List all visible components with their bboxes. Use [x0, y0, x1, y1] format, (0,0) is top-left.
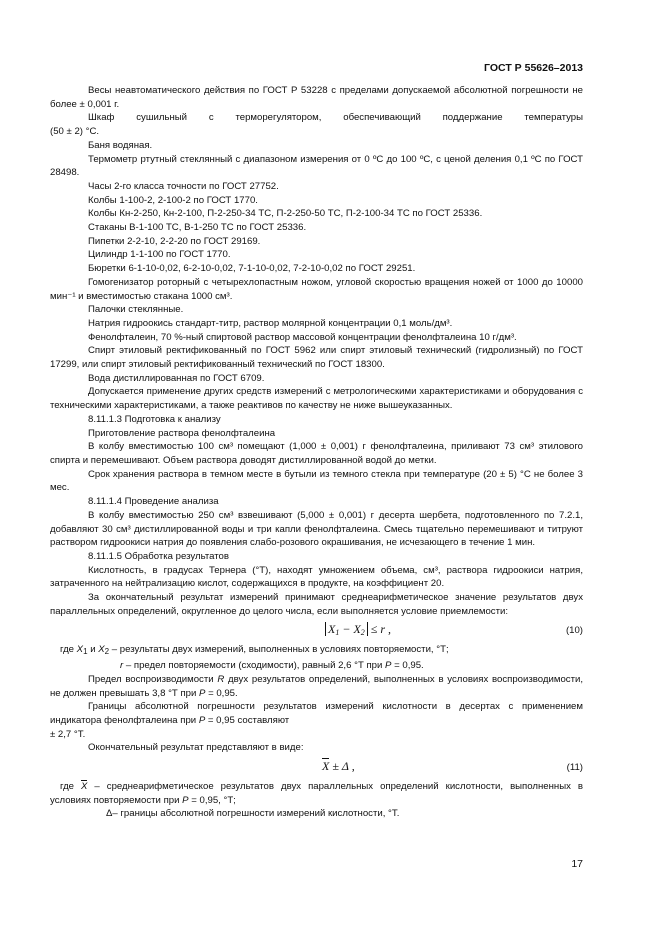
paragraph-reproducibility: Предел воспроизводимости R двух результатов определений, выполненных в условиях воспроизводимости, не должен превышать 3,8 °Т при P = 0,95. [50, 673, 583, 699]
paragraph: Бюретки 6-1-10-0,02, 6-2-10-0,02, 7-1-10-0,02, 7-2-10-0,02 по ГОСТ 29251. [88, 263, 416, 275]
paragraph: Колбы 1-100-2, 2-100-2 по ГОСТ 1770. [88, 194, 258, 206]
formula-11 [50, 759, 583, 777]
paragraph: Спирт этиловый ректификованный по ГОСТ 5962 или спирт этиловый технический (гидролизный) по ГОСТ 17299, или спирт этиловый ректификованный технический по ГОСТ 18300. [50, 345, 583, 371]
document-body [50, 84, 583, 821]
where-x1-x2: где $X_1$ и $X_2$ – результаты двух измерений, выполненных в условиях повторяемости, °Т; [60, 644, 449, 657]
formula-11-number: (11) [566, 762, 583, 774]
paragraph: Кислотность, в градусах Тернера (°Т), находят умножением объема, см³, раствора гидроокиси натрия, затраченного на нейтрализацию кислот, содержащихся в продукте, на коэффициент 20. [50, 564, 583, 590]
formula-10-expression: $X_1 - X_2 \le r$ , [325, 623, 391, 640]
section-heading: 8.11.1.5 Обработка результатов [88, 550, 229, 562]
paragraph: Палочки стеклянные. [88, 304, 184, 316]
paragraph: Фенолфталеин, 70 %-ный спиртовой раствор массовой концентрации фенолфталеина 10 г/дм³. [88, 331, 517, 343]
paragraph: Часы 2-го класса точности по ГОСТ 27752. [88, 180, 279, 192]
where-r: r – предел повторяемости (сходимости), равный 2,6 °Т при P = 0,95. [120, 660, 424, 672]
formula-10 [50, 622, 583, 640]
where-x-mean: где X – среднеарифметическое результатов двух параллельных определений кислотности, выполненных в условиях повторяемости при P = 0,95, °Т; [50, 781, 583, 806]
paragraph: Баня водяная. [88, 139, 153, 151]
paragraph: За окончательный результат измерений принимают среднеарифметическое значение результатов двух параллельных определений, округленное до целого числа, если выполняется условие приемлемости: [50, 592, 583, 617]
formula-10-number: (10) [565, 625, 583, 637]
document-header: ГОСТ Р 55626–2013 [484, 62, 583, 74]
paragraph: Срок хранения раствора в темном месте в бутыли из темного стекла при температуре (20 ± 5) °С не более 3 мес. [50, 468, 583, 494]
paragraph-bounds: Границы абсолютной погрешности результатов измерений кислотности в десертах с применением индикатора фенолфталеина при P = 0,95 составляют [50, 701, 583, 726]
section-heading: 8.11.1.3 Подготовка к анализу [88, 413, 221, 425]
paragraph: Натрия гидроокись стандарт-титр, раствор молярной концентрации 0,1 моль/дм³. [88, 317, 453, 329]
paragraph: (50 ± 2) °С. [50, 126, 100, 138]
paragraph: Колбы Кн-2-250, Кн-2-100, П-2-250-34 ТС, П-2-250-50 ТС, П-2-100-34 ТС по ГОСТ 25336. [88, 208, 483, 220]
paragraph: Шкаф сушильный с терморегулятором, обеспечивающий поддержание температуры [88, 112, 583, 124]
page-number: 17 [571, 858, 583, 870]
paragraph: Стаканы В-1-100 ТС, В-1-250 ТС по ГОСТ 25336. [88, 222, 307, 234]
paragraph: Пипетки 2-2-10, 2-2-20 по ГОСТ 29169. [88, 235, 261, 247]
paragraph: В колбу вместимостью 100 см³ помещают (1,000 ± 0,001) г фенолфталеина, приливают 73 см³ этилового спирта и перемешивают. Объем раствора доводят дистиллированной водой до метки. [50, 441, 583, 466]
subsection-heading: Приготовление раствора фенолфталеина [88, 427, 276, 439]
formula-11-expression: X ± Δ , [322, 759, 355, 774]
paragraph: Вода дистиллированная по ГОСТ 6709. [88, 372, 265, 384]
section-heading: 8.11.1.4 Проведение анализа [88, 496, 219, 508]
paragraph: Термометр ртутный стеклянный с диапазоном измерения от 0 ºС до 100 ºС, с ценой деления 0,1 ºС по ГОСТ 28498. [50, 153, 583, 179]
paragraph: Весы неавтоматического действия по ГОСТ Р 53228 с пределами допускаемой абсолютной погрешности не более ± 0,001 г. [50, 85, 583, 110]
paragraph: Гомогенизатор роторный с четырехлопастным ножом, угловой скоростью вращения ножей от 1000 до 10000 мин⁻¹ и вместимостью стакана 1000 см³. [50, 276, 583, 302]
paragraph: В колбу вместимостью 250 см³ взвешивают (5,000 ± 0,001) г десерта шербета, подготовленного по 7.2.1, добавляют 30 см³ дистиллированной воды и три капли фенолфталеина. Смесь тщательно перемешивают и титруют раствором гидроокиси натрия до появления слабо-розового окрашивания, не исчезающего в течение 1 мин. [50, 509, 583, 549]
paragraph: Цилиндр 1-1-100 по ГОСТ 1770. [88, 249, 231, 261]
paragraph: Допускается применение других средств измерений с метрологическими характеристиками и оборудования с техническими характеристиками, а также реактивов по качеству не ниже вышеуказанных. [50, 386, 583, 412]
where-delta: Δ– границы абсолютной погрешности измерений кислотности, °Т. [106, 808, 400, 820]
bounds-value: ± 2,7 °Т. [50, 728, 86, 740]
paragraph-final-form: Окончательный результат представляют в виде: [88, 742, 304, 754]
